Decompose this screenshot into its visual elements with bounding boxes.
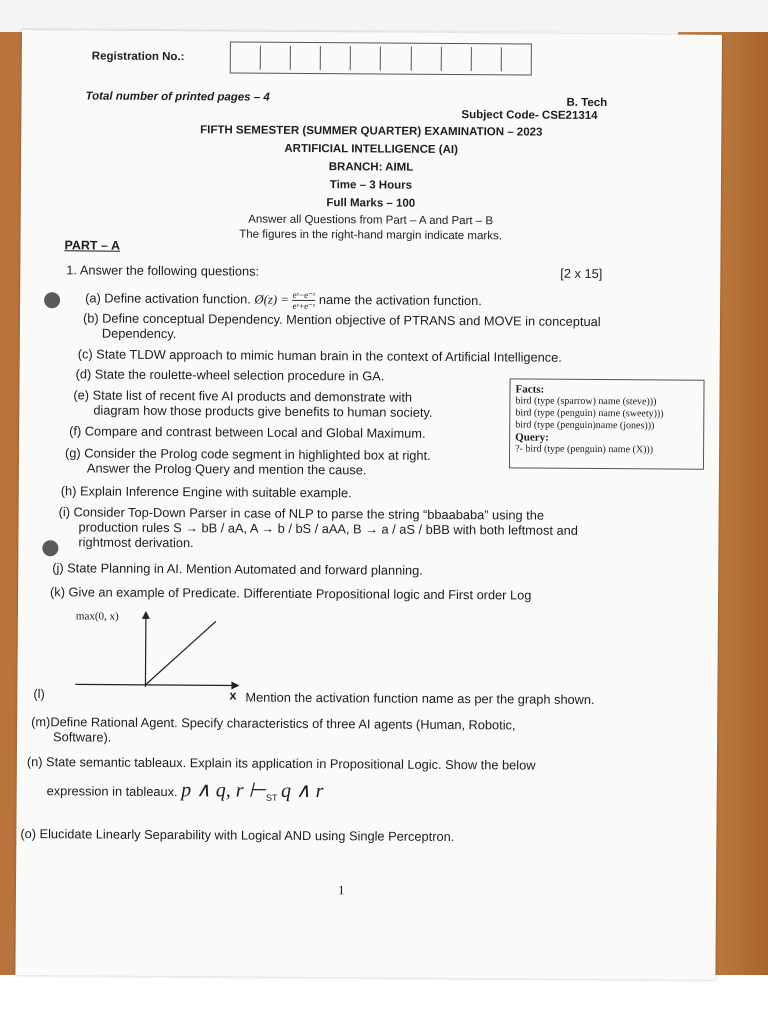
course-title: ARTIFICIAL INTELLIGENCE (AI) xyxy=(284,142,458,157)
question-d: (d) State the roulette-wheel selection procedure in GA. xyxy=(75,366,385,384)
total-pages: Total number of printed pages – 4 xyxy=(85,90,270,104)
question-b-line1: (b) Define conceptual Dependency. Mention objective of PTRANS and MOVE in conceptual xyxy=(82,310,601,330)
question-l-label: (l) xyxy=(33,686,45,702)
background-bottom xyxy=(0,975,768,1024)
question-1: 1. Answer the following questions: xyxy=(66,262,260,279)
relu-graph xyxy=(75,608,256,689)
question-n-line1: (n) State semantic tableaux. Explain its application in Propositional Logic. Show the below xyxy=(26,754,536,773)
question-c: (c) State TLDW approach to mimic human brain in the context of Artificial Intelligence. xyxy=(77,346,562,365)
question-e-line1: (e) State list of recent five AI products and demonstrate with xyxy=(73,387,413,405)
degree: B. Tech xyxy=(566,96,608,110)
question-m-line2: Software). xyxy=(53,729,112,745)
question-g-line1: (g) Consider the Prolog code segment in highlighted box at right. xyxy=(64,445,431,463)
question-o: (o) Elucidate Linearly Separability with Logical AND using Single Perceptron. xyxy=(20,826,455,845)
graph-y-axis xyxy=(145,615,146,687)
branch: BRANCH: AIML xyxy=(328,161,414,174)
graph-y-arrow xyxy=(142,611,150,619)
question-g-line2: Answer the Prolog Query and mention the cause. xyxy=(86,460,367,478)
registration-box xyxy=(230,41,532,75)
question-1-marks: [2 x 15] xyxy=(560,265,603,282)
exam-title: FIFTH SEMESTER (SUMMER QUARTER) EXAMINATION – 2023 xyxy=(200,124,543,139)
graph-y-label: max(0, x) xyxy=(75,610,119,623)
fact-line: bird (type (penguin) name (sweety))) xyxy=(515,407,664,420)
punch-hole xyxy=(44,292,60,308)
query-title: Query: xyxy=(515,431,549,444)
question-f: (f) Compare and contrast between Local and Global Maximum. xyxy=(69,423,426,441)
question-m-line1: (m)Define Rational Agent. Specify characteristics of three AI agents (Human, Robotic, xyxy=(31,714,516,733)
page-number: 1 xyxy=(337,882,345,898)
punch-hole xyxy=(42,540,58,556)
tableaux-subscript: ST xyxy=(265,792,278,803)
question-k: (k) Give an example of Predicate. Differentiate Propositional logic and First order Log xyxy=(50,584,532,603)
relu-curve xyxy=(145,621,215,685)
question-h: (h) Explain Inference Engine with suitable example. xyxy=(60,483,352,501)
instruction-2: The figures in the right-hand margin indicate marks. xyxy=(239,228,502,243)
fact-line: bird (type (penguin)name (jones))) xyxy=(515,419,655,432)
time: Time – 3 Hours xyxy=(329,179,413,192)
facts-title: Facts: xyxy=(515,383,545,396)
full-marks: Full Marks – 100 xyxy=(326,197,416,210)
question-n-line2: expression in tableaux. p ∧ q, r $⊢_{ST}$ q ∧ r xyxy=(46,779,324,803)
question-j: (j) State Planning in AI. Mention Automated and forward planning. xyxy=(52,560,423,578)
instruction-1: Answer all Questions from Part – A and Part – B xyxy=(248,213,494,228)
part-a-title: PART – A xyxy=(64,238,121,253)
graph-x-label: x xyxy=(229,687,237,703)
query-line: ?- bird (type (penguin) name (X))) xyxy=(515,443,654,456)
question-a: (a) Define activation function. Ø(z) = $\frac{\text{eᶻ−e⁻ᶻ}}{\text{eᶻ+e⁻ᶻ}}$ name the activation function. xyxy=(85,289,482,312)
background-top xyxy=(0,0,768,32)
question-i-line2: production rules S → bB / aA, A → b / bS / aAA, B → a / aS / bBB with both leftmost and xyxy=(78,519,578,538)
tableaux-expression: p ∧ q, r ⊢ xyxy=(181,779,267,802)
question-l: Mention the activation function name as per the graph shown. xyxy=(245,689,595,708)
question-b-line2: Dependency. xyxy=(101,325,177,342)
question-i-line1: (i) Consider Top-Down Parser in case of NLP to parse the string “bbaababa” using the xyxy=(58,504,545,523)
graph-x-axis xyxy=(75,684,235,685)
activation-formula: $\frac{\text{eᶻ−e⁻ᶻ}}{\text{eᶻ+e⁻ᶻ}}$ xyxy=(292,289,316,312)
exam-paper xyxy=(15,30,722,980)
tableaux-expression-rhs: q ∧ r xyxy=(281,779,324,803)
question-i-line3: rightmost derivation. xyxy=(78,534,194,551)
fact-line: bird (type (sparrow) name (steve))) xyxy=(515,395,657,408)
registration-label: Registration No.: xyxy=(91,50,185,64)
subject-code: Subject Code- CSE21314 xyxy=(461,109,598,123)
prolog-facts-box xyxy=(509,378,705,469)
question-e-line2: diagram how those products give benefits to human society. xyxy=(93,402,433,420)
